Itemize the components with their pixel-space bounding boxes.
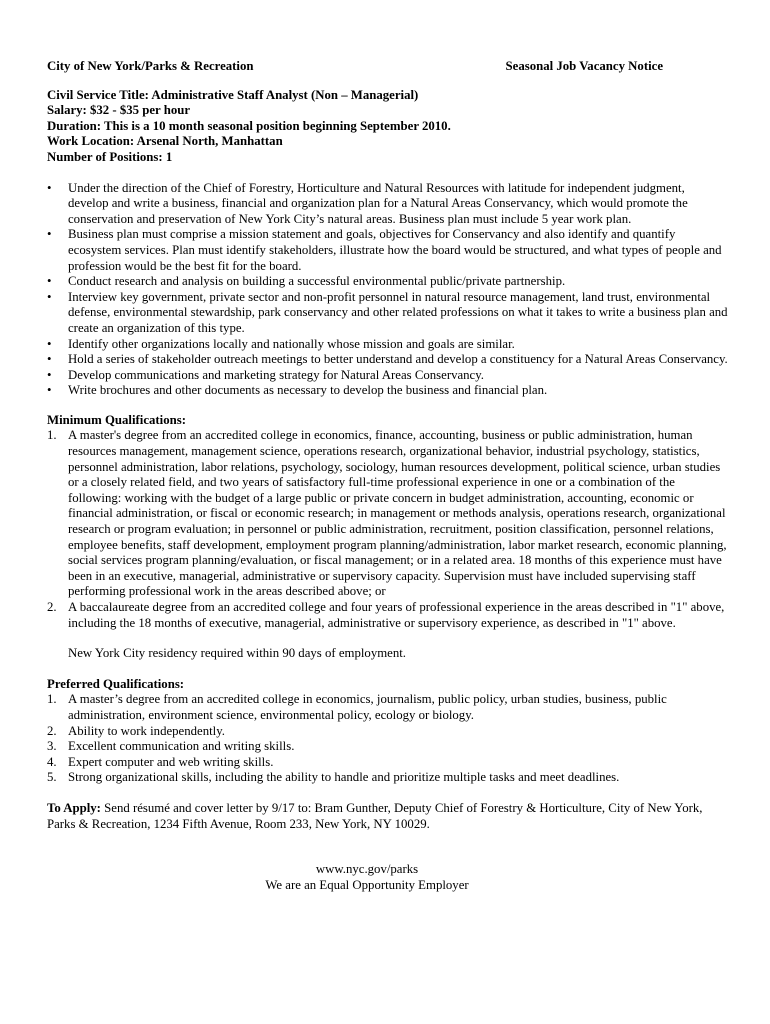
preferred-qualifications-list bbox=[47, 692, 728, 786]
item-number: 3. bbox=[47, 739, 57, 754]
apply-label: To Apply: bbox=[47, 800, 101, 815]
list-item: • Develop communications and marketing strategy for Natural Areas Conservancy. bbox=[47, 367, 485, 382]
document-page bbox=[47, 59, 728, 893]
item-number: 2. bbox=[47, 723, 57, 738]
duration: Duration: This is a 10 month seasonal position beginning September 2010. bbox=[47, 118, 451, 133]
document-footer bbox=[47, 862, 687, 893]
duties-list bbox=[47, 181, 728, 399]
bullet: • bbox=[47, 180, 52, 195]
list-item: • Identify other organizations locally and nationally whose mission and goals are similar. bbox=[47, 336, 515, 351]
minimum-qualifications-list bbox=[47, 428, 728, 631]
bullet: • bbox=[47, 227, 52, 242]
job-summary bbox=[47, 88, 728, 166]
agency-name: City of New York/Parks & Recreation bbox=[47, 59, 254, 73]
list-item: 1. A master’s degree from an accredited college in economics, journalism, public policy, urban studies, business, public administration, environment science, environmental policy, ecology or biology. bbox=[47, 692, 667, 722]
notice-type: Seasonal Job Vacancy Notice bbox=[505, 59, 663, 73]
item-number: 1. bbox=[47, 428, 57, 443]
residency-requirement: New York City residency required within 90 days of employment. bbox=[68, 646, 406, 661]
civil-service-title: Civil Service Title: Administrative Staff Analyst (Non – Managerial) bbox=[47, 87, 419, 102]
list-item: • Write brochures and other documents as necessary to develop the business and financial plan. bbox=[47, 383, 548, 398]
list-item: 2. Ability to work independently. bbox=[47, 723, 225, 738]
list-item: 2. A baccalaureate degree from an accredited college and four years of professional experience in the areas described in "1" above, including the 18 months of executive, managerial, administrative or supervisory experience, as described in "1" above. bbox=[47, 600, 725, 630]
item-number: 5. bbox=[47, 770, 57, 785]
salary: Salary: $32 - $35 per hour bbox=[47, 103, 191, 118]
list-item: • Interview key government, private sector and non-profit personnel in natural resource management, land trust, environmental defense, environmental stewardship, park conservancy and other related professions on what it takes to write a business plan and create an organization of this type. bbox=[47, 289, 728, 335]
item-number: 2. bbox=[47, 600, 57, 614]
number-of-positions: Number of Positions: 1 bbox=[47, 149, 173, 164]
bullet: • bbox=[47, 367, 52, 382]
list-item: • Conduct research and analysis on building a successful environmental public/private partnership. bbox=[47, 274, 566, 289]
parks-website-link[interactable]: www.nyc.gov/parks bbox=[315, 862, 419, 877]
bullet: • bbox=[47, 274, 52, 289]
work-location: Work Location: Arsenal North, Manhattan bbox=[47, 134, 283, 149]
list-item: • Under the direction of the Chief of Forestry, Horticulture and Natural Resources with latitude for independent judgment, develop and write a business, financial and organization plan for a Natural Areas Conservancy, which would promote the conservation and preservation of New York City’s natural areas. Business plan must include 5 year work plan. bbox=[47, 180, 688, 226]
apply-text: Send résumé and cover letter by 9/17 to: Bram Gunther, Deputy Chief of Forestry & Horticulture, City of New York, Parks & Recreation, 1234 Fifth Avenue, Room 233, New York, NY 10029. bbox=[47, 800, 703, 831]
list-item: 1. A master's degree from an accredited college in economics, finance, accounting, business or public administration, human resources management, management science, operations research, organizational behavior, industrial psychology, statistics, personnel administration, labor relations, psychology, sociology, human resources development, political science, urban studies or a closely related field, and two years of satisfactory full-time professional experience in one or a combination of the following: working with the budget of a large public or private concern in budget administration, accounting, economic or financial administration, or fiscal or economic research; in management or methods analysis, operations research, organizational research or program evaluation; in personnel or public administration, recruitment, position classification, personnel relations, employee benefits, staff development, employment program planning/administration, labor market research, economic planning, social services program planning/evaluation, or fiscal management; or in a related area. 18 months of this experience must have been in an executive, managerial, administrative or supervisory capacity. Supervision must have included supervising staff performing professional work in the areas described above; or bbox=[47, 428, 727, 599]
application-instructions bbox=[47, 801, 728, 832]
item-number: 1. bbox=[47, 692, 57, 707]
bullet: • bbox=[47, 336, 52, 351]
bullet: • bbox=[47, 383, 52, 398]
item-number: 4. bbox=[47, 754, 57, 769]
eeo-statement: We are an Equal Opportunity Employer bbox=[265, 877, 469, 892]
list-item: 3. Excellent communication and writing skills. bbox=[47, 739, 295, 754]
list-item: • Business plan must comprise a mission statement and goals, objectives for Conservancy and also identify and quantify ecosystem services. Plan must identify stakeholders, illustrate how the board would be structured, and what types of people and profession would be the best fit for the board. bbox=[47, 227, 722, 273]
preferred-qualifications-heading: Preferred Qualifications: bbox=[47, 676, 185, 691]
minimum-qualifications-heading: Minimum Qualifications: bbox=[47, 412, 186, 427]
document-header bbox=[47, 59, 663, 75]
list-item: 4. Expert computer and web writing skills. bbox=[47, 754, 274, 769]
bullet: • bbox=[47, 289, 52, 304]
bullet: • bbox=[47, 352, 52, 367]
list-item: 5. Strong organizational skills, including the ability to handle and prioritize multiple tasks and meet deadlines. bbox=[47, 770, 620, 785]
list-item: • Hold a series of stakeholder outreach meetings to better understand and develop a constituency for a Natural Areas Conservancy. bbox=[47, 352, 728, 367]
